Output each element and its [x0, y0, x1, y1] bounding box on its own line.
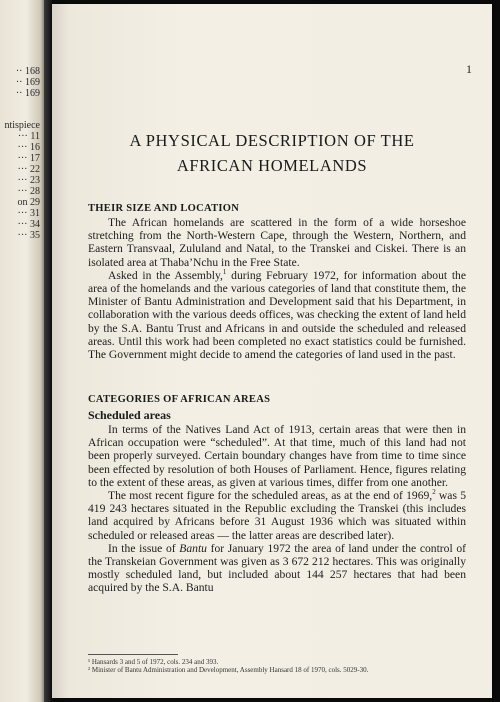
footnote: ² Minister of Bantu Administration and Development, Assembly Hansard 18 of 1970, cols. 5029-30.	[88, 666, 369, 674]
page-number: 1	[466, 62, 472, 76]
paragraph: Asked in the Assembly,$^1$ during February 1972, for information about the area of the homelands and the various categories of land that constitute them, the Minister of Bantu Administration and Development said that his Department, in collaboration with the various deeds offices, was checking the extent of land held by the S.A. Bantu Trust and Africans in and outside the scheduled and released areas. Until this work had been completed no exact statistics could be furnished. The Government might decide to amend the categories of land used in the past.	[88, 267, 466, 362]
section-size-location-body	[88, 216, 466, 361]
chapter-title-line-1: A PHYSICAL DESCRIPTION OF THE	[129, 131, 415, 150]
toc-fragment-line: ·· 168	[15, 66, 40, 77]
toc-fragment-line: ··· 23	[17, 175, 40, 186]
paragraph: In the issue of Bantu for January 1972 the area of land under the control of the Transkeian Government was given as 3 672 212 hectares. This was originally mostly scheduled land, but included about 144 257 hectares that had been acquired by the S.A. Bantu	[88, 541, 466, 595]
chapter-title-line-2: AFRICAN HOMELANDS	[176, 156, 368, 175]
section-categories-body	[88, 423, 466, 595]
section-heading-size-location: THEIR SIZE AND LOCATION	[88, 203, 240, 214]
right-page	[52, 4, 492, 698]
left-page-edge	[0, 0, 44, 702]
toc-fragment-line: ··· 22	[17, 164, 40, 175]
paragraph: The most recent figure for the scheduled areas, as at the end of 1969,$^2$ was 5 419 243 hectares situated in the Republic excluding the Transkei (this includes land acquired by Africans before 31 August 1936 which was situated within scheduled or released areas — the latter areas are described later).	[88, 488, 467, 542]
footnote-ref: 2	[432, 488, 436, 497]
book-gutter	[44, 0, 52, 702]
toc-fragment-line: ··· 31	[17, 208, 40, 219]
toc-fragment-line: ··· 17	[17, 153, 40, 164]
toc-fragment-line: ·· 169	[15, 77, 40, 88]
toc-fragment-line: ··· 34	[17, 219, 40, 230]
paragraph: In terms of the Natives Land Act of 1913, certain areas that were then in African occupation were “scheduled”. At that time, much of this land had not been properly surveyed. Certain boundary changes have from time to time since been effected by resolution of both Houses of Parliament. Hence, figures relating to the extent of these areas, as given at various times, differ from one another.	[88, 423, 466, 489]
footnote: ¹ Hansards 3 and 5 of 1972, cols. 234 and 393.	[88, 658, 219, 666]
chapter-title	[72, 128, 472, 178]
toc-fragment-line: ··· 11	[17, 131, 40, 142]
toc-fragment-line: on 29	[17, 197, 40, 208]
subheading-scheduled-areas: Scheduled areas	[88, 408, 171, 422]
section-heading-categories: CATEGORIES OF AFRICAN AREAS	[88, 394, 271, 405]
toc-fragment-line: ntispiece	[4, 120, 40, 131]
footnote-rule	[88, 654, 178, 655]
paragraph: The African homelands are scattered in the form of a wide horseshoe stretching from the North-Western Cape, through the Western, Northern, and Eastern Transvaal, Zululand and Natal, to the Transkei and Ciskei. There is an isolated area at Thaba’Nchu in the Free State.	[88, 216, 466, 269]
footnote-ref: 1	[222, 267, 227, 276]
footnotes	[88, 658, 466, 674]
toc-fragment-line: ·· 169	[15, 88, 40, 99]
toc-fragment-line: ··· 28	[17, 186, 40, 197]
toc-fragment-line: ··· 35	[17, 230, 40, 241]
toc-fragment-line: ··· 16	[17, 142, 40, 153]
